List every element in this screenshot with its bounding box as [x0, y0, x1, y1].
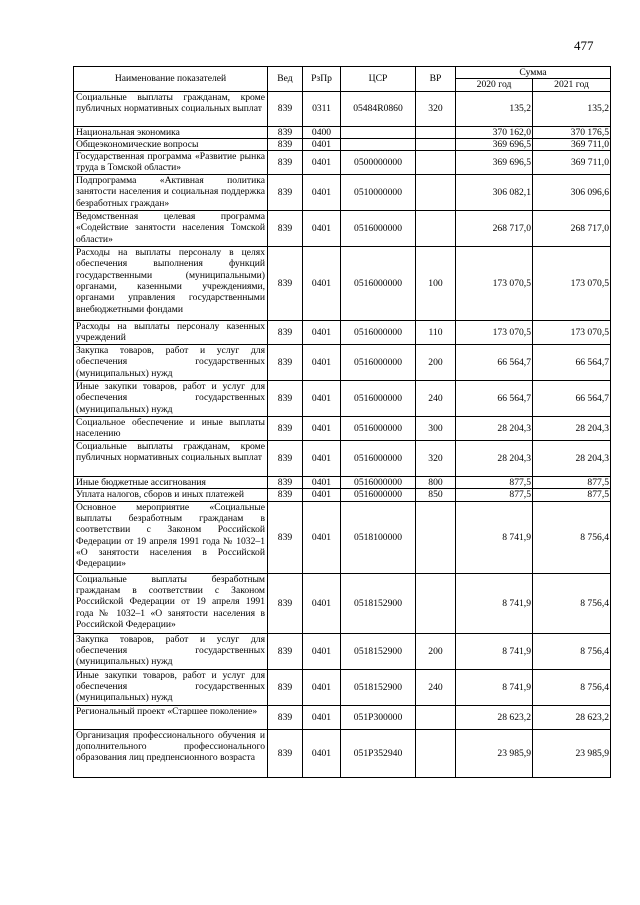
cell-name: Ведомственная целевая программа «Содействие занятости населения Томской области» [74, 211, 268, 247]
cell-csr [341, 126, 416, 138]
cell-name: Иные закупки товаров, работ и услуг для обеспечения государственных (муниципальных) нужд [74, 381, 268, 417]
table-row [74, 138, 611, 150]
cell-ved: 839 [268, 126, 303, 138]
cell-name: Организация профессионального обучения и дополнительного профессионального образования лиц предпенсионного возраста [74, 729, 268, 777]
cell-2020: 370 162,0 [456, 126, 533, 138]
cell-rzpr: 0401 [303, 417, 341, 441]
header-csr: ЦСР [341, 67, 416, 92]
cell-csr: 0500000000 [341, 151, 416, 175]
table-row [74, 126, 611, 138]
cell-csr [341, 138, 416, 150]
cell-ved: 839 [268, 175, 303, 211]
cell-vr: 850 [416, 489, 456, 501]
cell-rzpr: 0401 [303, 175, 341, 211]
header-vr: ВР [416, 67, 456, 92]
cell-2020: 66 564,7 [456, 381, 533, 417]
table-row [74, 417, 611, 441]
cell-2021: 66 564,7 [533, 345, 611, 381]
cell-ved: 839 [268, 321, 303, 345]
cell-vr [416, 705, 456, 729]
cell-ved: 839 [268, 489, 303, 501]
table-row [74, 175, 611, 211]
cell-name: Расходы на выплаты персоналу казенных учреждений [74, 321, 268, 345]
cell-rzpr: 0401 [303, 345, 341, 381]
cell-ved: 839 [268, 501, 303, 573]
cell-2020: 135,2 [456, 91, 533, 126]
cell-2020: 8 741,9 [456, 573, 533, 633]
cell-2020: 66 564,7 [456, 345, 533, 381]
cell-2020: 877,5 [456, 477, 533, 489]
cell-2020: 28 204,3 [456, 417, 533, 441]
cell-vr: 320 [416, 441, 456, 477]
cell-rzpr: 0401 [303, 489, 341, 501]
table-row [74, 381, 611, 417]
cell-ved: 839 [268, 477, 303, 489]
cell-csr: 0516000000 [341, 345, 416, 381]
cell-csr: 05484R0860 [341, 91, 416, 126]
cell-vr [416, 151, 456, 175]
cell-ved: 839 [268, 381, 303, 417]
cell-csr: 0516000000 [341, 417, 416, 441]
cell-2021: 8 756,4 [533, 573, 611, 633]
cell-csr: 051P352940 [341, 729, 416, 777]
cell-name: Общеэкономические вопросы [74, 138, 268, 150]
cell-csr: 0516000000 [341, 211, 416, 247]
cell-name: Закупка товаров, работ и услуг для обеспечения государственных (муниципальных) нужд [74, 633, 268, 669]
cell-vr: 100 [416, 247, 456, 321]
cell-ved: 839 [268, 705, 303, 729]
page-number: 477 [574, 38, 594, 53]
cell-name: Подпрограмма «Активная политика занятости населения и социальная поддержка безработных граждан» [74, 175, 268, 211]
table-row [74, 501, 611, 573]
cell-csr: 051P300000 [341, 705, 416, 729]
cell-ved: 839 [268, 729, 303, 777]
cell-name: Расходы на выплаты персоналу в целях обеспечения выполнения функций государственными (муниципальными) органами, казенными учреждениями, органами управления государственными внебюджетными фондами [74, 247, 268, 321]
cell-2020: 173 070,5 [456, 247, 533, 321]
table-row [74, 211, 611, 247]
cell-csr: 0516000000 [341, 321, 416, 345]
cell-2020: 8 741,9 [456, 669, 533, 705]
cell-csr: 0510000000 [341, 175, 416, 211]
table-row [74, 151, 611, 175]
cell-csr: 0516000000 [341, 247, 416, 321]
cell-2021: 28 623,2 [533, 705, 611, 729]
cell-2021: 369 711,0 [533, 138, 611, 150]
cell-vr [416, 175, 456, 211]
table-row [74, 345, 611, 381]
cell-2021: 28 204,3 [533, 417, 611, 441]
cell-vr [416, 138, 456, 150]
header-ved: Вед [268, 67, 303, 92]
cell-csr: 0518152900 [341, 633, 416, 669]
table-row [74, 705, 611, 729]
cell-vr [416, 729, 456, 777]
header-rzpr: РзПр [303, 67, 341, 92]
cell-vr [416, 126, 456, 138]
header-2021: 2021 год [533, 79, 611, 91]
cell-2020: 8 741,9 [456, 501, 533, 573]
cell-2021: 877,5 [533, 489, 611, 501]
cell-name: Государственная программа «Развитие рынка труда в Томской области» [74, 151, 268, 175]
header-name: Наименование показателей [74, 67, 268, 92]
cell-rzpr: 0401 [303, 321, 341, 345]
cell-ved: 839 [268, 441, 303, 477]
cell-csr: 0518152900 [341, 573, 416, 633]
cell-ved: 839 [268, 91, 303, 126]
cell-rzpr: 0401 [303, 477, 341, 489]
cell-rzpr: 0401 [303, 669, 341, 705]
cell-2020: 23 985,9 [456, 729, 533, 777]
cell-ved: 839 [268, 573, 303, 633]
table-row [74, 489, 611, 501]
cell-name: Иные закупки товаров, работ и услуг для обеспечения государственных (муниципальных) нужд [74, 669, 268, 705]
cell-csr: 0516000000 [341, 381, 416, 417]
cell-rzpr: 0401 [303, 573, 341, 633]
cell-csr: 0516000000 [341, 441, 416, 477]
cell-name: Социальные выплаты безработным гражданам в соответствии с Законом Российской Федерации от 19 апреля 1991 года № 1032–1 «О занятости населения в Российской Федерации» [74, 573, 268, 633]
cell-2020: 268 717,0 [456, 211, 533, 247]
cell-ved: 839 [268, 669, 303, 705]
cell-name: Социальные выплаты гражданам, кроме публичных нормативных социальных выплат [74, 441, 268, 477]
cell-2020: 8 741,9 [456, 633, 533, 669]
cell-vr [416, 501, 456, 573]
cell-ved: 839 [268, 151, 303, 175]
cell-rzpr: 0401 [303, 633, 341, 669]
cell-2021: 8 756,4 [533, 633, 611, 669]
cell-2021: 8 756,4 [533, 669, 611, 705]
table-row [74, 729, 611, 777]
cell-rzpr: 0401 [303, 151, 341, 175]
cell-rzpr: 0401 [303, 247, 341, 321]
cell-2021: 306 096,6 [533, 175, 611, 211]
cell-name: Социальные выплаты гражданам, кроме публичных нормативных социальных выплат [74, 91, 268, 126]
cell-2021: 135,2 [533, 91, 611, 126]
cell-2021: 28 204,3 [533, 441, 611, 477]
cell-rzpr: 0401 [303, 211, 341, 247]
cell-2021: 8 756,4 [533, 501, 611, 573]
cell-rzpr: 0401 [303, 441, 341, 477]
table-row [74, 633, 611, 669]
cell-2021: 877,5 [533, 477, 611, 489]
cell-rzpr: 0401 [303, 381, 341, 417]
cell-csr: 0518100000 [341, 501, 416, 573]
cell-name: Национальная экономика [74, 126, 268, 138]
cell-ved: 839 [268, 633, 303, 669]
cell-2020: 28 623,2 [456, 705, 533, 729]
table-row [74, 573, 611, 633]
cell-2021: 66 564,7 [533, 381, 611, 417]
cell-vr: 200 [416, 345, 456, 381]
header-sum: Сумма [456, 67, 611, 79]
cell-vr: 240 [416, 669, 456, 705]
cell-name: Региональный проект «Старшее поколение» [74, 705, 268, 729]
cell-rzpr: 0401 [303, 501, 341, 573]
cell-2021: 370 176,5 [533, 126, 611, 138]
cell-2020: 369 696,5 [456, 151, 533, 175]
table-row [74, 669, 611, 705]
table-row [74, 477, 611, 489]
cell-name: Уплата налогов, сборов и иных платежей [74, 489, 268, 501]
cell-rzpr: 0401 [303, 138, 341, 150]
cell-ved: 839 [268, 138, 303, 150]
table-row [74, 91, 611, 126]
cell-name: Иные бюджетные ассигнования [74, 477, 268, 489]
cell-name: Основное мероприятие «Социальные выплаты безработным гражданам в соответствии с Законом Российской Федерации от 19 апреля 1991 года № 1032–1 «О занятости населения в Российской Федерации» [74, 501, 268, 573]
cell-vr: 320 [416, 91, 456, 126]
cell-name: Закупка товаров, работ и услуг для обеспечения государственных (муниципальных) нужд [74, 345, 268, 381]
cell-2021: 23 985,9 [533, 729, 611, 777]
cell-vr: 800 [416, 477, 456, 489]
cell-2021: 173 070,5 [533, 247, 611, 321]
cell-vr [416, 211, 456, 247]
cell-vr: 200 [416, 633, 456, 669]
cell-ved: 839 [268, 345, 303, 381]
cell-vr: 300 [416, 417, 456, 441]
cell-2021: 369 711,0 [533, 151, 611, 175]
table-row [74, 321, 611, 345]
header-2020: 2020 год [456, 79, 533, 91]
cell-rzpr: 0401 [303, 705, 341, 729]
cell-vr: 240 [416, 381, 456, 417]
cell-rzpr: 0400 [303, 126, 341, 138]
cell-2020: 369 696,5 [456, 138, 533, 150]
cell-csr: 0518152900 [341, 669, 416, 705]
cell-2020: 306 082,1 [456, 175, 533, 211]
cell-vr [416, 573, 456, 633]
table-row [74, 441, 611, 477]
cell-vr: 110 [416, 321, 456, 345]
cell-rzpr: 0311 [303, 91, 341, 126]
table-row [74, 247, 611, 321]
cell-csr: 0516000000 [341, 489, 416, 501]
cell-name: Социальное обеспечение и иные выплаты населению [74, 417, 268, 441]
cell-2020: 877,5 [456, 489, 533, 501]
budget-table [73, 66, 611, 778]
cell-2021: 173 070,5 [533, 321, 611, 345]
cell-ved: 839 [268, 247, 303, 321]
cell-ved: 839 [268, 211, 303, 247]
cell-csr: 0516000000 [341, 477, 416, 489]
cell-2021: 268 717,0 [533, 211, 611, 247]
cell-rzpr: 0401 [303, 729, 341, 777]
cell-2020: 28 204,3 [456, 441, 533, 477]
cell-2020: 173 070,5 [456, 321, 533, 345]
cell-ved: 839 [268, 417, 303, 441]
